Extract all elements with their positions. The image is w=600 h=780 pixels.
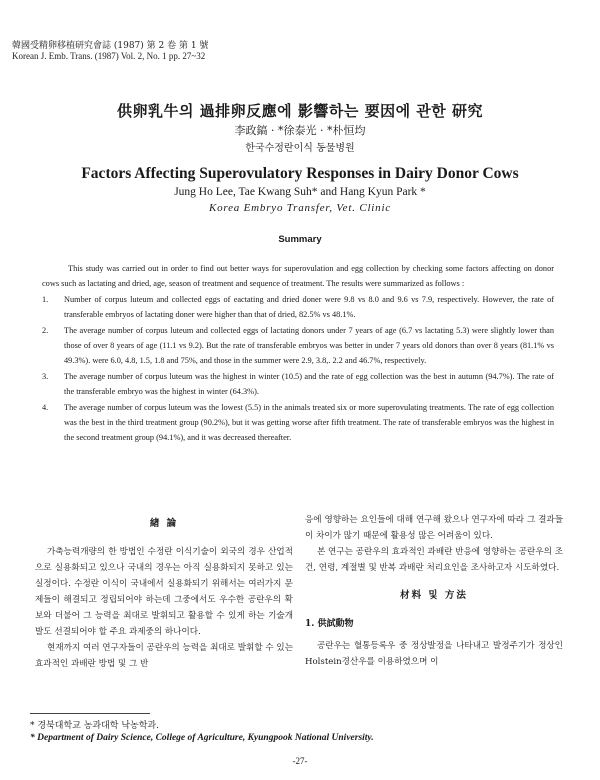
paper-title-ko: 供卵乳牛의 過排卵反應에 影響하는 要因에 관한 研究: [116, 102, 484, 120]
body-right-column: [305, 512, 563, 670]
summary-item-text: Number of corpus luteum and collected eggs of eactating and dried doner were 9.8 vs 8.0 and 9.6 vs 7.9, respectively. However, the rate of transferable embryos of lactating doner were higher than that of dried, 82.5% vs 48.1%.: [64, 295, 554, 319]
summary-intro: This study was carried out in order to find out better ways for superovulation and egg collection by checking some factors affecting on donor cows such as lactating and dried, age, season of treatment and sequence of treatment. The results were summarized as follows :: [42, 264, 554, 288]
summary-section: [42, 262, 554, 445]
journal-citation-ko: 韓國受精卵移植研究會誌 (1987) 第 2 卷 第 1 號: [12, 41, 209, 51]
summary-item: [42, 401, 554, 445]
summary-item-number: 4.: [42, 403, 49, 413]
authors-ko: 李政鎬 · *徐泰光 · *朴恒均: [234, 124, 366, 137]
footnote-divider: [30, 713, 150, 714]
summary-item: [42, 293, 554, 322]
summary-list: [42, 293, 554, 445]
summary-item-text: The average number of corpus luteum was the highest in winter (10.5) and the rate of egg collection was the best in autumn (94.7%). The rate of the transferable embryo was the highest in winter (64.3%).: [64, 372, 554, 396]
body-paragraph: 본 연구는 공란우의 효과적인 과배란 반응에 영향하는 공란우의 조건, 연령, 계절별 및 반복 과배란 처리요인을 조사하고자 시도하였다.: [305, 547, 563, 573]
summary-item: [42, 370, 554, 399]
page-number: -27-: [292, 756, 308, 766]
affiliation-ko: 한국수정란이식 동물병원: [245, 143, 355, 154]
body-paragraph: 응에 영향하는 요인들에 대해 연구해 왔으나 연구자에 따라 그 결과들이 차이가 많기 때문에 활용성 많은 어려움이 있다.: [305, 515, 563, 541]
journal-citation-en: Korean J. Emb. Trans. (1987) Vol. 2, No. 1 pp. 27~32: [12, 51, 206, 61]
summary-item-number: 1.: [42, 295, 49, 305]
methods-heading: 材料 및 方法: [400, 590, 468, 601]
summary-item-number: 2.: [42, 326, 49, 336]
summary-heading: Summary: [278, 234, 322, 245]
introduction-heading: 緖 論: [149, 518, 179, 529]
body-left-column: [35, 512, 293, 672]
subsection-heading: 1. 供試動物: [305, 619, 354, 629]
summary-item-text: The average number of corpus luteum and collected eggs of lactating donors under 7 years of age (6.7 vs lactating 5.3) were slightly lower than those of over 8 years of age (11.1 vs 9.2). But the rate of transferable embryos was better in under 7 years old donors than over 8 years (81.1% vs 49.3%). were 6.0, 4.8, 1.5, 1.8 and 75%, and those in the summer were 2.9, 3.8,. 2.2 and 46.7%, respectively.: [64, 326, 554, 365]
summary-item: [42, 324, 554, 368]
summary-item-number: 3.: [42, 372, 49, 382]
body-paragraph: 현재까지 여러 연구자들이 공란우의 능력을 최대로 발휘할 수 있는 효과적인 과배란 방법 및 그 반: [35, 643, 293, 669]
body-paragraph: 공란우는 혈통등록우 중 정상발정을 나타내고 발정주기가 정상인 Holstein경산우를 이용하였으며 이: [305, 641, 563, 667]
footnote-en: * Department of Dairy Science, College of Agriculture, Kyungpook National University.: [30, 733, 374, 743]
authors-en: Jung Ho Lee, Tae Kwang Suh* and Hang Kyun Park *: [174, 186, 426, 198]
footnote-ko: * 경북대학교 농과대학 낙농학과.: [30, 721, 159, 731]
paper-title-en: Factors Affecting Superovulatory Responses in Dairy Donor Cows: [81, 165, 519, 182]
affiliation-en: Korea Embryo Transfer, Vet. Clinic: [208, 202, 392, 214]
body-paragraph: 가축능력개량의 한 방법인 수정란 이식기술이 외국의 경우 산업적으로 실용화되고 있으나 국내의 경우는 아직 실용화되지 못하고 있는 실정이다. 수정란 이식이 국내에서 실용화되기 위해서는 여러가지 문제들이 해결되고 정립되어야 하는데 그중에서도 우수한 공란우의 확보와 더불어 그 능력을 최대로 발휘되고 활용할 수 있게 하는 기술개발도 선결되어야 할 주요 과제중의 하나이다.: [35, 547, 293, 637]
summary-item-text: The average number of corpus luteum was the lowest (5.5) in the animals treated six or more superovulating treatments. The rate of egg collection was the best in the third treatment group (90.2%), but it was getting worse after fifth treatment. The rate of transferable embryos was the highest in the second treatment group (94.1%), and it was decreased thereafter.: [64, 403, 554, 442]
